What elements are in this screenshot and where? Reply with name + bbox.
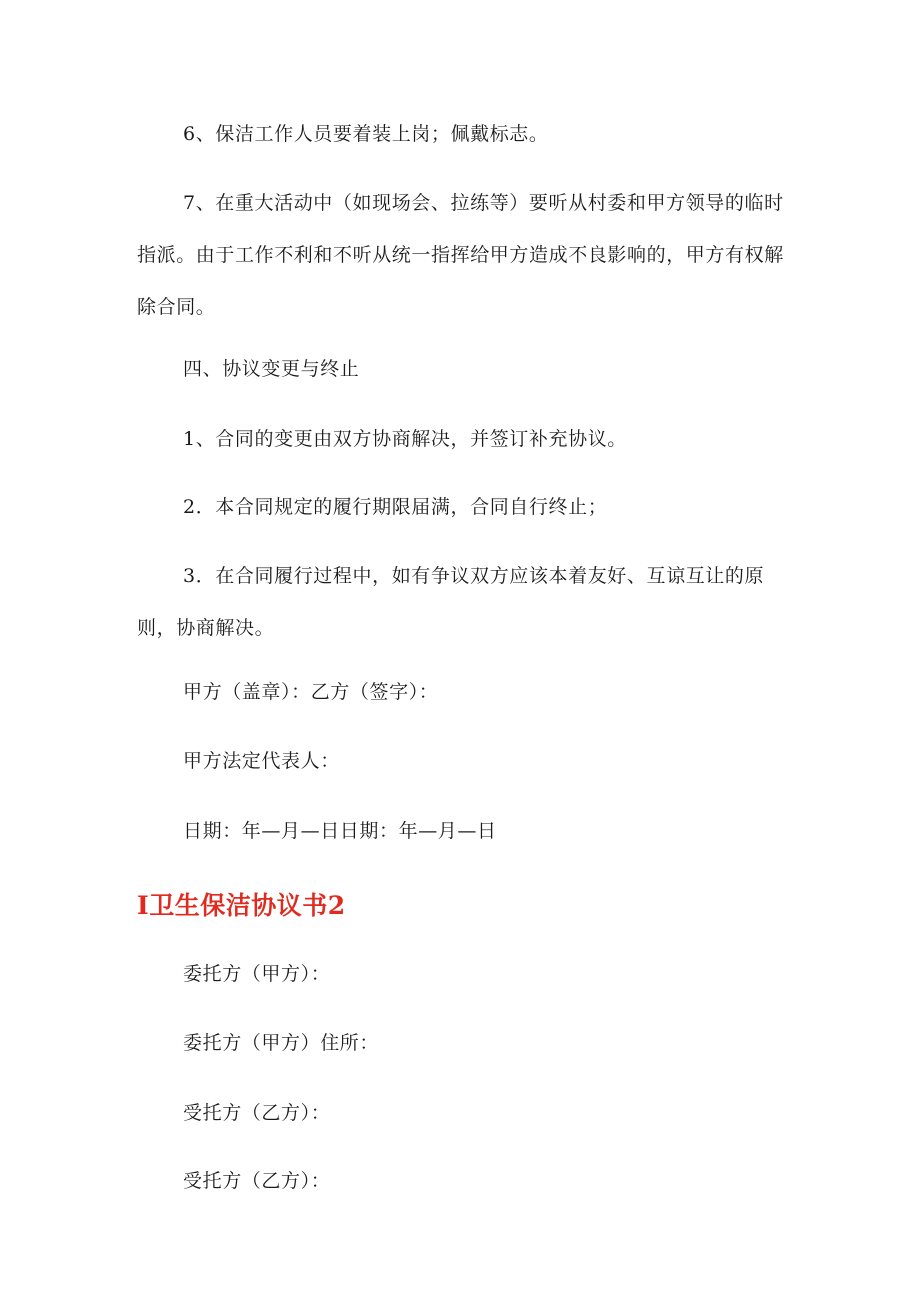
clause-4-3: 3．在合同履行过程中，如有争议双方应该本着友好、互谅互让的原则，协商解决。 (137, 565, 765, 639)
clause-7: 7、在重大活动中（如现场会、拉练等）要听从村委和甲方领导的临时指派。由于工作不利和不听从统一指挥给甲方造成不良影响的，甲方有权解除合同。 (137, 192, 784, 318)
contractor-party-line: 受托方（乙方）： (183, 1102, 331, 1124)
section-heading: I卫生保洁协议书2 (137, 891, 346, 920)
signature-line: 甲方（盖章）：乙方（签字）： (183, 681, 439, 703)
clause-6: 6、保洁工作人员要着装上岗；佩戴标志。 (183, 123, 549, 145)
legal-representative-line: 甲方法定代表人： (183, 750, 340, 772)
client-party-line: 委托方（甲方）： (183, 963, 331, 985)
section-4-title: 四、协议变更与终止 (183, 358, 360, 380)
date-line: 日期：年—月—日日期：年—月—日 (183, 820, 497, 842)
client-address-line: 委托方（甲方）住所： (183, 1032, 380, 1054)
clause-4-1: 1、合同的变更由双方协商解决，并签订补充协议。 (183, 428, 627, 450)
clause-4-2: 2．本合同规定的履行期限届满，合同自行终止； (183, 496, 608, 518)
contractor-party-line-2: 受托方（乙方）： (183, 1170, 331, 1192)
